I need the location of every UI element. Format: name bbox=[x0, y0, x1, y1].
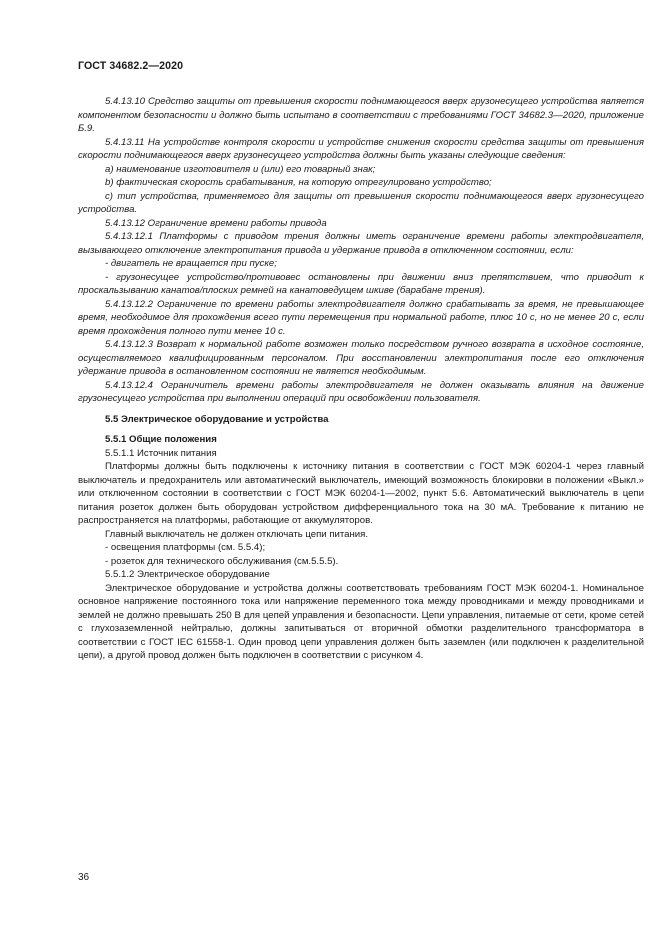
paragraph-electrical-equipment: Электрическое оборудование и устройства должны соответствовать требованиям ГОСТ МЭК 60204-1. Номинальное основное напряжение постоянного тока или напряжение переменного тока между проводниками и между проводниками и землей не должно превышать 250 В для цепей управления и безопасности. Цепи управления, питаемые от сети, кроме сетей с глухозаземленной нейтралью, должны запитываться от вторичной обмотки разделительного трансформатора в соответствии с ГОСТ IEC 61558-1. Один провод цепи управления должен быть заземлен (или подключен к разделительной цепи), а другой провод должен быть подключен в соответствии с рисунком 4. bbox=[78, 582, 644, 661]
heading-5-5-1-1: 5.5.1.1 Источник питания bbox=[105, 447, 217, 459]
paragraph-5-4-13-11: 5.4.13.11 На устройстве контроля скорости и устройстве снижения скорости средства защиты от превышения скорости поднимающегося вверх грузонесущего устройства должны быть указаны следующие сведения: bbox=[78, 136, 644, 161]
list-item-sockets: - розеток для технического обслуживания (см.5.5.5). bbox=[105, 555, 339, 567]
document-header: ГОСТ 34682.2—2020 bbox=[78, 60, 184, 72]
page-number: 36 bbox=[78, 872, 90, 883]
list-item-lighting: - освещения платформы (см. 5.5.4); bbox=[105, 542, 266, 553]
heading-5-4-13-12: 5.4.13.12 Ограничение времени работы привода bbox=[105, 217, 327, 229]
paragraph-5-4-13-12-1: 5.4.13.12.1 Платформы с приводом трения должны иметь ограничение времени работы электродвигателя, вызывающего отключение электропитания привода и удержание привода в отключенном состоянии, если: bbox=[78, 231, 644, 256]
paragraph-main-switch: Главный выключатель не должен отключать цепи питания. bbox=[105, 528, 369, 540]
paragraph-5-4-13-12-2: 5.4.13.12.2 Ограничение по времени работы электродвигателя должно срабатывать за время, не превышающее время, необходимое для прохождения всего пути перемещения при нормальной работе, плюс 10 с, но не менее 20 с, если время прохождения полного пути менее 10 с. bbox=[78, 298, 644, 337]
document-body bbox=[78, 95, 644, 663]
paragraph-5-4-13-12-3: 5.4.13.12.3 Возврат к нормальной работе возможен только посредством ручного возврата в исходное состояние, осуществляемого квалифицированным персоналом. При восстановлении электропитания после его отключения удержание привода в остановленном состоянии не является необходимым. bbox=[78, 339, 644, 377]
list-item-a: а) наименование изготовителя и (или) его товарный знак; bbox=[105, 163, 376, 175]
section-heading-5-5: 5.5 Электрическое оборудование и устройства bbox=[105, 413, 329, 425]
heading-5-5-1-2: 5.5.1.2 Электрическое оборудование bbox=[105, 569, 270, 580]
paragraph-5-4-13-10: 5.4.13.10 Средство защиты от превышения скорости поднимающегося вверх грузонесущего устройства является компонентом безопасности и должно быть испытано в соответствии с требованиями ГОСТ 34682.3—2020, приложение Б.9. bbox=[78, 96, 644, 134]
list-item-b: b) фактическая скорость срабатывания, на которую отрегулировано устройство; bbox=[105, 177, 492, 188]
list-item-c: c) тип устройства, применяемого для защиты от превышения скорости поднимающегося вверх грузонесущего устройства. bbox=[78, 190, 644, 215]
subsection-heading-5-5-1: 5.5.1 Общие положения bbox=[105, 434, 217, 445]
paragraph-5-4-13-12-4: 5.4.13.12.4 Ограничитель времени работы электродвигателя не должен оказывать влияния на движение грузонесущего устройства при выполнении операций при освобождении пользователя. bbox=[78, 379, 644, 404]
list-item-dash-2: - грузонесущее устройство/противовес остановлены при движении вниз препятствием, что приводит к проскальзыванию канатов/плоских ремней на канатоведущем шкиве (барабане трения). bbox=[78, 271, 644, 296]
paragraph-power-supply: Платформы должны быть подключены к источнику питания в соответствии с ГОСТ МЭК 60204-1 через главный выключатель и предохранитель или автоматический выключатель, имеющий возможность блокировки в положении «Выкл.» или отключенном состоянии в соответствии с ГОСТ МЭК 60204-1—2002, пункт 5.6. Автоматический выключатель в цепи питания розеток должен быть оборудован устройством дифференциального тока на 30 мА. Требование к питанию не распространяется на платформы, работающие от аккумуляторов. bbox=[78, 461, 644, 526]
list-item-dash-1: - двигатель не вращается при пуске; bbox=[105, 258, 277, 269]
